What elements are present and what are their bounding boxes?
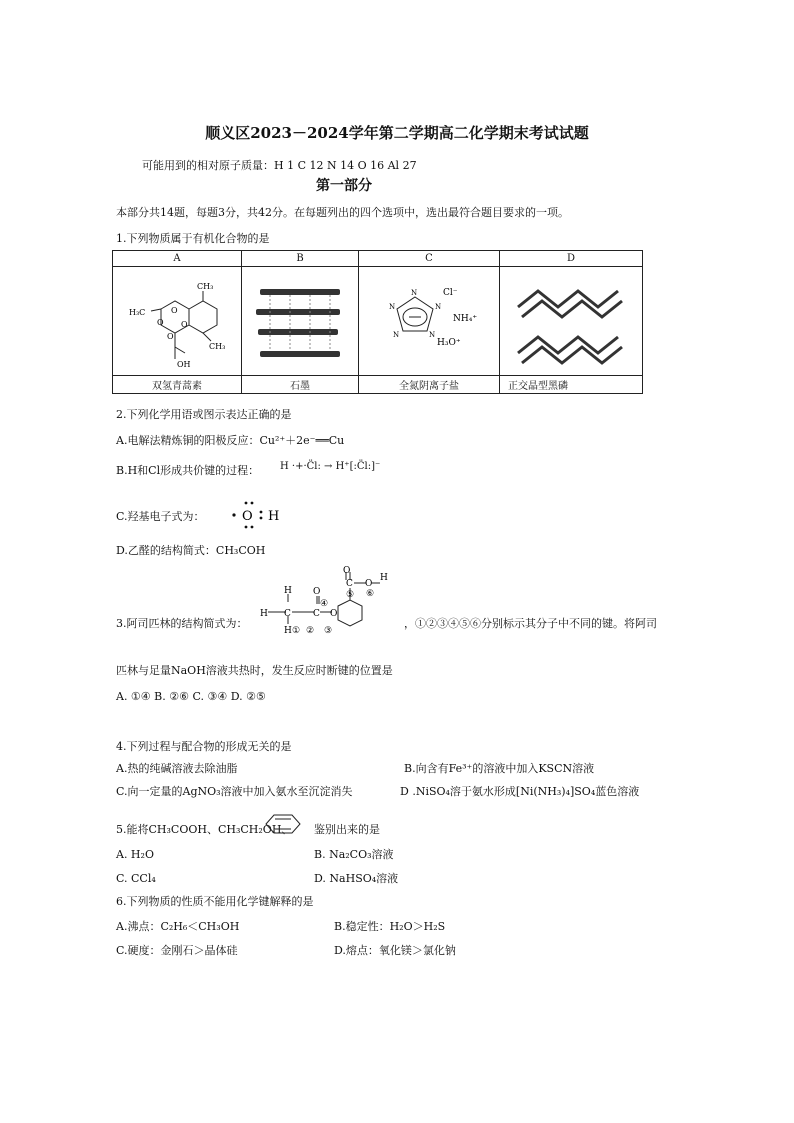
aspirin-c1: C xyxy=(284,609,291,619)
a-label-o2: O xyxy=(157,318,164,327)
pentazolate-salt-structure xyxy=(359,267,499,375)
q3-stem-a: 3.阿司匹林的结构简式为： xyxy=(116,617,248,630)
aspirin-o-mid: O xyxy=(330,609,338,619)
a-label-ch3-right: CH₃ xyxy=(209,342,226,351)
q6-option-d: D.熔点：氧化镁＞氯化钠 xyxy=(334,944,456,957)
aspirin-c-carb: C xyxy=(346,579,353,589)
q6-option-a: A.沸点：C₂H₆＜CH₃OH xyxy=(116,920,240,933)
aspirin-structure xyxy=(258,566,390,638)
c-label-n3: N xyxy=(429,331,436,339)
part-heading: 第一部分 xyxy=(316,178,372,194)
q5-option-a: A. H₂O xyxy=(116,848,154,861)
aspirin-h-right: H xyxy=(380,573,388,583)
q5-option-d: D. NaHSO₄溶液 xyxy=(314,872,399,885)
graphite-structure xyxy=(242,267,358,375)
exam-title: 顺义区2023－2024学年第二学期高二化学期末考试试题 xyxy=(205,124,589,142)
aspirin-h-top: H xyxy=(284,586,292,596)
bond-label-3: ③ xyxy=(324,626,333,636)
q6-option-c: C.硬度：金刚石＞晶体硅 xyxy=(116,944,238,957)
q2-option-d: D.乙醛的结构简式：CH₃COH xyxy=(116,544,266,557)
c-label-nh4: NH₄⁺ xyxy=(453,314,478,324)
q3-options: A. ①④ B. ②⑥ C. ③④ D. ②⑤ xyxy=(116,690,266,703)
q5-option-c: C. CCl₄ xyxy=(116,872,156,885)
bond-label-2: ② xyxy=(306,626,315,636)
q6-option-b: B.稳定性：H₂O＞H₂S xyxy=(334,920,446,933)
c-label-n4: N xyxy=(393,331,400,339)
q3-stem-c: 匹林与足量NaOH溶液共热时，发生反应时断键的位置是 xyxy=(116,664,393,677)
q1-name-c: 全氮阴离子盐 xyxy=(359,376,500,394)
q1-header-b: B xyxy=(242,251,359,267)
q4-option-a: A.热的纯碱溶液去除油脂 xyxy=(116,762,238,775)
q1-header-d: D xyxy=(500,251,643,267)
a-label-o3: O xyxy=(167,332,174,341)
q6-stem: 6.下列物质的性质不能用化学键解释的是 xyxy=(116,895,314,908)
q1-figure-c xyxy=(359,267,500,376)
a-label-o1: O xyxy=(171,306,178,315)
dot-o: O xyxy=(242,509,253,524)
c-label-n5: N xyxy=(389,303,396,311)
q4-option-c: C.向一定量的AgNO₃溶液中加入氨水至沉淀消失 xyxy=(116,785,353,798)
dihydroartemisinin-structure xyxy=(113,267,241,375)
q1-figure-a xyxy=(113,267,242,376)
q1-name-a: 双氢青蒿素 xyxy=(113,376,242,394)
q1-header-a: A xyxy=(113,251,242,267)
q4-option-b: B.向含有Fe³⁺的溶液中加入KSCN溶液 xyxy=(404,762,595,775)
hydroxyl-electron-dot xyxy=(228,498,288,530)
q5-option-b: B. Na₂CO₃溶液 xyxy=(314,848,394,861)
q5-stem-a: 5.能将CH₃COOH、CH₃CH₂OH、 xyxy=(116,823,293,836)
a-label-ch3-top: CH₃ xyxy=(197,282,214,291)
bond-label-4: ④ xyxy=(320,599,329,609)
q1-name-d: 正交晶型黑磷 xyxy=(500,376,643,394)
q4-option-d: D .NiSO₄溶于氨水形成[Ni(NH₃)₄]SO₄蓝色溶液 xyxy=(400,785,640,798)
bond-label-5: ⑤ xyxy=(346,590,355,600)
aspirin-o-dbl: O xyxy=(343,566,351,576)
c-label-n1: N xyxy=(411,289,418,297)
q3-stem-b: ，①②③④⑤⑥分别标示其分子中不同的键。将阿司 xyxy=(404,617,657,630)
c-label-h3o: H₃O⁺ xyxy=(437,338,461,348)
q2-stem: 2.下列化学用语或图示表达正确的是 xyxy=(116,408,292,421)
q1-figure-d xyxy=(500,267,643,376)
q2-option-c: C.羟基电子式为： xyxy=(116,510,205,523)
q1-name-b: 石墨 xyxy=(242,376,359,394)
aspirin-c2: C xyxy=(313,609,320,619)
aspirin-h-left: H xyxy=(260,609,268,619)
q4-stem: 4.下列过程与配合物的形成无关的是 xyxy=(116,740,292,753)
q1-stem: 1.下列物质属于有机化合物的是 xyxy=(116,232,270,245)
a-label-o4: O xyxy=(181,320,188,329)
c-label-cl: Cl⁻ xyxy=(443,288,458,298)
a-label-oh: OH xyxy=(177,360,191,369)
q2-option-a: A.电解法精炼铜的阳极反应：Cu²⁺＋2e⁻══Cu xyxy=(116,434,345,447)
q5-stem-b: 鉴别出来的是 xyxy=(314,823,380,836)
bond-label-1: ① xyxy=(292,626,301,636)
c-label-n2: N xyxy=(435,303,442,311)
bond-label-6: ⑥ xyxy=(366,589,375,599)
q1-figure-b xyxy=(242,267,359,376)
aspirin-o-carb: O xyxy=(365,579,373,589)
q1-table xyxy=(112,250,643,394)
dot-h: H xyxy=(268,509,280,524)
aspirin-o-top: O xyxy=(313,587,321,597)
q2-b-formula: H ·+·C̈l: → H⁺[:C̈l:]⁻ xyxy=(280,461,381,472)
aspirin-h-bottom: H xyxy=(284,626,292,636)
q1-header-c: C xyxy=(359,251,500,267)
q2-option-b: B.H和Cl形成共价键的过程： xyxy=(116,464,260,477)
benzene-icon xyxy=(260,812,306,836)
part-intro: 本部分共14题，每题3分，共42分。在每题列出的四个选项中，选出最符合题目要求的一项。 xyxy=(116,206,569,219)
atomic-mass-line: 可能用到的相对原子质量：H 1 C 12 N 14 O 16 Al 27 xyxy=(142,159,417,172)
black-phosphorus-structure xyxy=(500,267,642,375)
a-label-h3c: H₃C xyxy=(129,308,146,317)
